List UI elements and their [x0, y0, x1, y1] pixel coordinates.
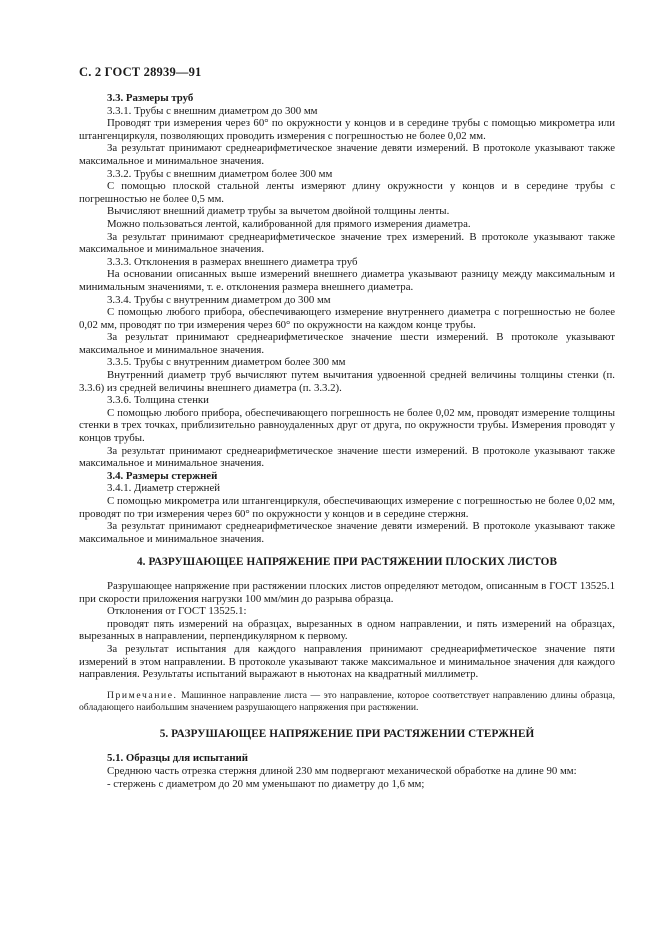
subheading-3-3-4: 3.3.4. Трубы с внутренним диаметром до 300 мм: [107, 293, 331, 306]
paragraph: С помощью плоской стальной ленты измеряют длину окружности у концов и в середине трубы с погрешностью не более 0,5 мм.: [79, 180, 615, 205]
paragraph: На основании описанных выше измерений внешнего диаметра указывают разницу между максимальным и минимальным значениями, т. е. отклонения размера внешнего диаметра.: [79, 268, 615, 293]
paragraph: проводят пять измерений на образцах, вырезанных в одном направлении, и пять измерений на образцах, вырезанных в направлении, перпендикулярном к первому.: [79, 617, 615, 643]
paragraph: За результат испытания для каждого направления принимают среднеарифметическое значение пяти измерений в этом направлении. В протоколе указывают также максимальное и минимальное значения для каждого направления. Результаты испытаний выражают в ньютонах на квадратный миллиметр.: [79, 642, 615, 681]
paragraph: За результат принимают среднеарифметическое значение девяти измерений. В протоколе указывают также максимальное и минимальное значения.: [79, 520, 615, 545]
paragraph: За результат принимают среднеарифметическое значение шести измерений. В протоколе указывают также максимальное и минимальное значения.: [79, 444, 615, 470]
paragraph: Вычисляют внешний диаметр трубы за вычетом двойной толщины ленты.: [107, 205, 450, 218]
paragraph: С помощью микрометра или штангенциркуля, обеспечивающих измерение с погрешностью не более 0,02 мм, проводят по три измерения через 60° по окружности у концов и в середине стержня.: [79, 495, 615, 520]
note-label: Примечание.: [107, 689, 178, 701]
note: [79, 690, 615, 714]
heading-3-4: 3.4. Размеры стержней: [107, 469, 218, 482]
paragraph: За результат принимают среднеарифметическое значение трех измерений. В протоколе указывают также максимальное и минимальное значения.: [79, 230, 615, 256]
paragraph: За результат принимают среднеарифметическое значение девяти измерений. В протоколе указывают также максимальное и минимальное значения.: [79, 142, 615, 167]
heading-5-1: 5.1. Образцы для испытаний: [107, 752, 249, 765]
subheading-3-3-6: 3.3.6. Толщина стенки: [107, 394, 209, 407]
heading-3-3: 3.3. Размеры труб: [107, 92, 194, 104]
subheading-3-3-2: 3.3.2. Трубы с внешним диаметром более 300 мм: [107, 167, 333, 180]
paragraph: С помощью любого прибора, обеспечивающего погрешность не более 0,02 мм, проводят измерение толщины стенки в трех точках, приблизительно равноудаленных друг от друга, по окружности трубы. Измерения проводят у концов трубы.: [79, 406, 615, 445]
paragraph: Можно пользоваться лентой, калиброванной для прямого измерения диаметра.: [107, 217, 471, 230]
paragraph: С помощью любого прибора, обеспечивающего измерение внутреннего диаметра с погрешностью не более 0,02 мм, проводят по три измерения через 60° по окружности на каждом конце трубы.: [79, 306, 615, 331]
subheading-3-4-1: 3.4.1. Диаметр стержней: [107, 482, 221, 495]
section-4-title: 4. РАЗРУШАЮЩЕЕ НАПРЯЖЕНИЕ ПРИ РАСТЯЖЕНИИ ПЛОСКИХ ЛИСТОВ: [136, 556, 558, 569]
paragraph: Проводят три измерения через 60° по окружности у концов и в середине трубы с помощью микрометра или штангенциркуля, позволяющих проводить измерения с погрешностью не более 0,02 мм.: [79, 117, 615, 142]
subheading-3-3-1: 3.3.1. Трубы с внешним диаметром до 300 мм: [107, 104, 318, 117]
paragraph: Внутренний диаметр труб вычисляют путем вычитания удвоенной средней величины толщины стенки (п. 3.3.6) из средней величины внешнего диаметра (п. 3.3.2).: [79, 369, 615, 394]
paragraph: За результат принимают среднеарифметическое значение шести измерений. В протоколе указывают максимальное и минимальное значения.: [79, 331, 615, 356]
subheading-3-3-3: 3.3.3. Отклонения в размерах внешнего диаметра труб: [107, 255, 358, 268]
document-body: [79, 92, 615, 790]
page-header: С. 2 ГОСТ 28939—91: [79, 65, 202, 79]
paragraph: Отклонения от ГОСТ 13525.1:: [107, 605, 247, 618]
paragraph: Разрушающее напряжение при растяжении плоских листов определяют методом, описанным в ГОСТ 13525.1 при скорости приложения нагрузки 100 мм/мин до разрыва образца.: [79, 579, 615, 605]
section-5-title: 5. РАЗРУШАЮЩЕЕ НАПРЯЖЕНИЕ ПРИ РАСТЯЖЕНИИ СТЕРЖНЕЙ: [159, 727, 535, 740]
paragraph: Среднюю часть отрезка стержня длиной 230 мм подвергают механической обработке на длине 90 мм:: [107, 764, 577, 777]
subheading-3-3-5: 3.3.5. Трубы с внутренним диаметром более 300 мм: [107, 356, 346, 369]
note-text: Машинное направление листа — это направление, которое соответствует направлению длины образца, обладающего наибольшим значением разрушающего напряжения при растяжении.: [79, 689, 615, 713]
paragraph: - стержень с диаметром до 20 мм уменьшают по диаметру до 1,6 мм;: [107, 777, 425, 790]
